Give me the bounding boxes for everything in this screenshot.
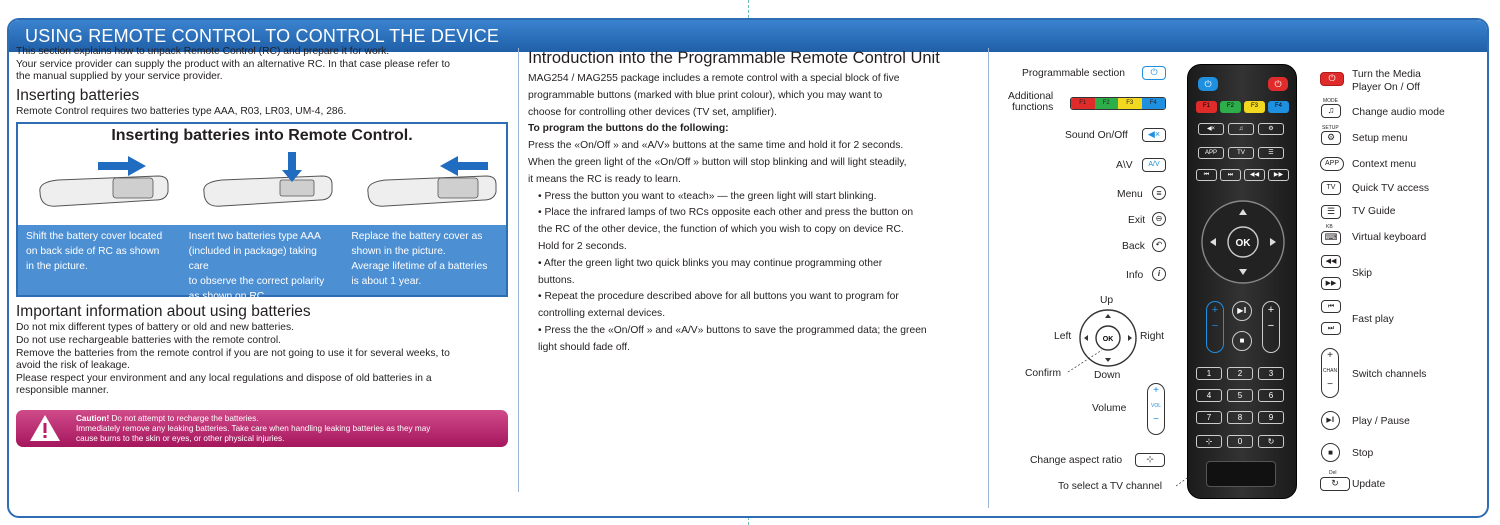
- play-pause-icon: ▶‖: [1321, 411, 1340, 430]
- digit-key: 3: [1258, 367, 1284, 380]
- label-menu: Menu: [1117, 189, 1143, 200]
- rewind-icon: ◀◀: [1244, 169, 1265, 181]
- forward-icon: ⏭: [1220, 169, 1241, 181]
- channel-icon: + −: [1262, 301, 1280, 353]
- battery-box-title: Inserting batteries into Remote Control.: [111, 127, 413, 145]
- label-fastplay: Fast play: [1352, 314, 1394, 325]
- setup-icon: ⚙: [1258, 123, 1284, 135]
- bullet-text: light should fade off.: [538, 341, 630, 353]
- bullet-text: • Place the infrared lamps of two RCs opposite each other and press the button on: [538, 207, 914, 219]
- digit-key: 6: [1258, 389, 1284, 402]
- tv-key: TV: [1228, 147, 1254, 159]
- guide-icon: ☰: [1258, 147, 1284, 159]
- digit-key: 0: [1227, 435, 1253, 448]
- column-divider-2: [988, 48, 989, 508]
- label-down: Down: [1094, 370, 1121, 381]
- f1-key: F1: [1071, 98, 1095, 109]
- volume-icon: + VOL −: [1147, 383, 1165, 435]
- inserting-heading: Inserting batteries: [16, 86, 140, 104]
- mode-caption: MODE: [1323, 98, 1338, 104]
- digit-key: 4: [1196, 389, 1222, 402]
- setup-icon: ⚙: [1321, 131, 1341, 145]
- app-key: APP: [1320, 157, 1344, 171]
- mute-icon: ◀×: [1142, 128, 1166, 142]
- app-key: APP: [1198, 147, 1224, 159]
- important-line: Please respect your environment and any local regulations and dispose of old batteries in a: [16, 372, 432, 384]
- label-back: Back: [1122, 241, 1145, 252]
- label-exit: Exit: [1128, 215, 1146, 226]
- f3-key: F3: [1244, 101, 1265, 113]
- label-av: A\V: [1116, 160, 1133, 171]
- caution-text: cause burns to the skin or eyes, or other physical injuries.: [76, 433, 285, 443]
- important-line: avoid the risk of leakage.: [16, 360, 130, 372]
- digit-key: 7: [1196, 411, 1222, 424]
- info-icon: i: [1152, 267, 1166, 281]
- remote-control-illustration: [1187, 64, 1297, 499]
- menu-icon: ≡: [1152, 186, 1166, 200]
- programming-subheading: To program the buttons do the following:: [528, 123, 729, 135]
- bullet-text: • Press the the «On/Off » and «A/V» buttons to save the programmed data; the green: [538, 324, 927, 336]
- f4-key: F4: [1142, 98, 1166, 109]
- play-pause-icon: ▶‖: [1232, 301, 1252, 321]
- programming-title: Introduction into the Programmable Remote Control Unit: [528, 49, 940, 67]
- remote-ok-label: OK: [1235, 238, 1251, 249]
- f2-key: F2: [1095, 98, 1119, 109]
- digit-key: 8: [1227, 411, 1253, 424]
- label-update: Update: [1352, 479, 1386, 490]
- label-up: Up: [1100, 295, 1114, 306]
- label-volume: Volume: [1092, 403, 1127, 414]
- stop-icon: ■: [1321, 443, 1340, 462]
- important-line: responsible manner.: [16, 385, 109, 397]
- label-programmable: Programmable section: [1022, 68, 1126, 79]
- battery-steps: [18, 225, 506, 303]
- caution-text: Immediately remove any leaking batteries. Take care when handling leaking batteries as they may: [76, 423, 431, 433]
- f2-key: F2: [1220, 101, 1241, 113]
- rewind-icon: ⏮: [1196, 169, 1217, 181]
- aspect-icon: ⊹: [1135, 453, 1165, 467]
- label-sound: Sound On/Off: [1065, 130, 1128, 141]
- aspect-icon: ⊹: [1196, 435, 1222, 448]
- del-caption: Del: [1329, 470, 1337, 476]
- label-context: Context menu: [1352, 159, 1417, 170]
- label-additional: functions: [1012, 102, 1054, 113]
- warning-icon: [28, 413, 62, 443]
- inserting-text: Remote Control requires two batteries type AAA, R03, LR03, UM-4, 286.: [16, 105, 347, 117]
- bullet-text: • After the green light two quick blinks you may continue programming other: [538, 257, 883, 269]
- keyboard-icon: ⌨: [1321, 231, 1341, 245]
- remote-battery-icon: [18, 152, 506, 224]
- label-setup: Setup menu: [1352, 133, 1408, 144]
- label-playpause: Play / Pause: [1352, 416, 1410, 427]
- label-info: Info: [1126, 270, 1144, 281]
- important-line: Do not mix different types of battery or old and new batteries.: [16, 322, 294, 334]
- page-banner: USING REMOTE CONTROL TO CONTROL THE DEVICE: [9, 20, 1487, 52]
- bullet-text: the RC of the other device, the function of which you wish to copy on device RC.: [538, 224, 904, 236]
- label-additional: Additional: [1008, 91, 1054, 102]
- forward-icon: ▶▶: [1321, 277, 1341, 290]
- audio-mode-icon: ♫: [1228, 123, 1254, 135]
- label-switch: Switch channels: [1352, 369, 1427, 380]
- update-icon: ↻: [1258, 435, 1284, 448]
- power-icon: ⏻: [1198, 77, 1218, 91]
- kb-caption: KB: [1326, 224, 1333, 230]
- f4-key: F4: [1268, 101, 1289, 113]
- ir-window: [1206, 461, 1276, 487]
- body-text: MAG254 / MAG255 package includes a remote control with a special block of five: [528, 73, 900, 84]
- f3-key: F3: [1118, 98, 1142, 109]
- label-keyboard: Virtual keyboard: [1352, 232, 1427, 243]
- digit-key: 5: [1227, 389, 1253, 402]
- label-tv-channel: To select a TV channel: [1058, 481, 1162, 492]
- bullet-text: • Press the button you want to «teach» — the green light will start blinking.: [538, 190, 877, 202]
- label-power: Player On / Off: [1352, 82, 1420, 93]
- intro-text: Your service provider can supply the product with an alternative RC. In that case please refer to: [16, 58, 451, 70]
- label-skip: Skip: [1352, 268, 1373, 279]
- label-aspect: Change aspect ratio: [1030, 455, 1123, 466]
- tv-key: TV: [1321, 181, 1341, 195]
- battery-step-3: Replace the battery cover as shown in the picture. Average lifetime of a batteries is about 1 year.: [351, 231, 488, 288]
- battery-instructions-box: [16, 122, 508, 303]
- important-line: Remove the batteries from the remote control if you are not going to use it for several weeks, to: [16, 347, 450, 359]
- bullet-text: buttons.: [538, 274, 575, 286]
- caution-box: [16, 410, 508, 447]
- back-icon: ↶: [1152, 238, 1166, 252]
- leader-lines: [1040, 340, 1190, 490]
- intro-text: the manual supplied by your service provider.: [16, 71, 223, 83]
- digit-key: 2: [1227, 367, 1253, 380]
- bullet-text: • Repeat the procedure described above for all buttons you want to program for: [538, 291, 899, 303]
- stop-icon: ■: [1232, 331, 1252, 351]
- forward-icon: ⏭: [1321, 322, 1341, 335]
- audio-mode-icon: ♫: [1321, 104, 1341, 118]
- bullet-text: controlling external devices.: [538, 308, 666, 320]
- mute-icon: ◀×: [1198, 123, 1224, 135]
- important-heading: Important information about using batteries: [16, 303, 311, 321]
- rewind-icon: ◀◀: [1321, 255, 1341, 268]
- caution-label: Caution!: [76, 413, 110, 423]
- label-power: Turn the Media: [1352, 69, 1421, 80]
- rewind-icon: ⏮: [1321, 300, 1341, 313]
- exit-icon: ⊖: [1152, 212, 1166, 226]
- caution-text: Do not attempt to recharge the batteries.: [109, 413, 259, 423]
- body-text: Press the «On/Off » and «A/V» buttons at the same time and hold it for 2 seconds.: [528, 140, 904, 152]
- digit-key: 9: [1258, 411, 1284, 424]
- intro-text: This section explains how to unpack Remote Control (RC) and prepare it for work.: [16, 46, 390, 57]
- body-text: it means the RC is ready to learn.: [528, 173, 681, 185]
- forward-icon: ▶▶: [1268, 169, 1289, 181]
- body-text: choose for controlling other devices (TV set, amplifier).: [528, 106, 777, 118]
- av-icon: A/V: [1142, 158, 1166, 172]
- label-guide: TV Guide: [1352, 206, 1396, 217]
- dpad-icon: [1200, 199, 1286, 285]
- label-quicktv: Quick TV access: [1352, 183, 1430, 194]
- channel-icon: + CHAN −: [1321, 348, 1339, 398]
- function-keys-illustration: [1070, 97, 1166, 110]
- power-icon: ⏻: [1142, 66, 1166, 80]
- label-stop: Stop: [1352, 448, 1374, 459]
- volume-icon: + −: [1206, 301, 1224, 353]
- body-text: When the green light of the «On/Off » button will stop blinking and will light steadily,: [528, 156, 907, 168]
- update-icon: ↻: [1320, 477, 1350, 491]
- dpad-ok-label: OK: [1102, 336, 1114, 343]
- programming-section: [528, 48, 980, 357]
- label-left: Left: [1054, 331, 1072, 342]
- power-icon: ⏻: [1320, 72, 1344, 86]
- label-audio: Change audio mode: [1352, 107, 1445, 118]
- battery-step-1: Shift the battery cover located on back side of RC as shown in the picture.: [26, 231, 163, 273]
- f1-key: F1: [1196, 101, 1217, 113]
- digit-key: 1: [1196, 367, 1222, 380]
- column-divider-1: [518, 48, 519, 492]
- setup-caption: SETUP: [1322, 125, 1339, 131]
- battery-section: [16, 46, 508, 447]
- guide-icon: ☰: [1321, 205, 1341, 219]
- important-line: Do not use rechargeable batteries with the remote control.: [16, 334, 282, 346]
- power-icon: ⏻: [1268, 77, 1288, 91]
- body-text: programmable buttons (marked with blue print colour), which you may want to: [528, 89, 883, 101]
- label-confirm: Confirm: [1025, 368, 1062, 379]
- battery-step-2: Insert two batteries type AAA (included in package) taking care to observe the correct polarity as shown on RC.: [188, 231, 325, 303]
- battery-illustrations: [18, 152, 506, 222]
- label-right: Right: [1140, 331, 1165, 342]
- bullet-text: Hold for 2 seconds.: [538, 240, 627, 252]
